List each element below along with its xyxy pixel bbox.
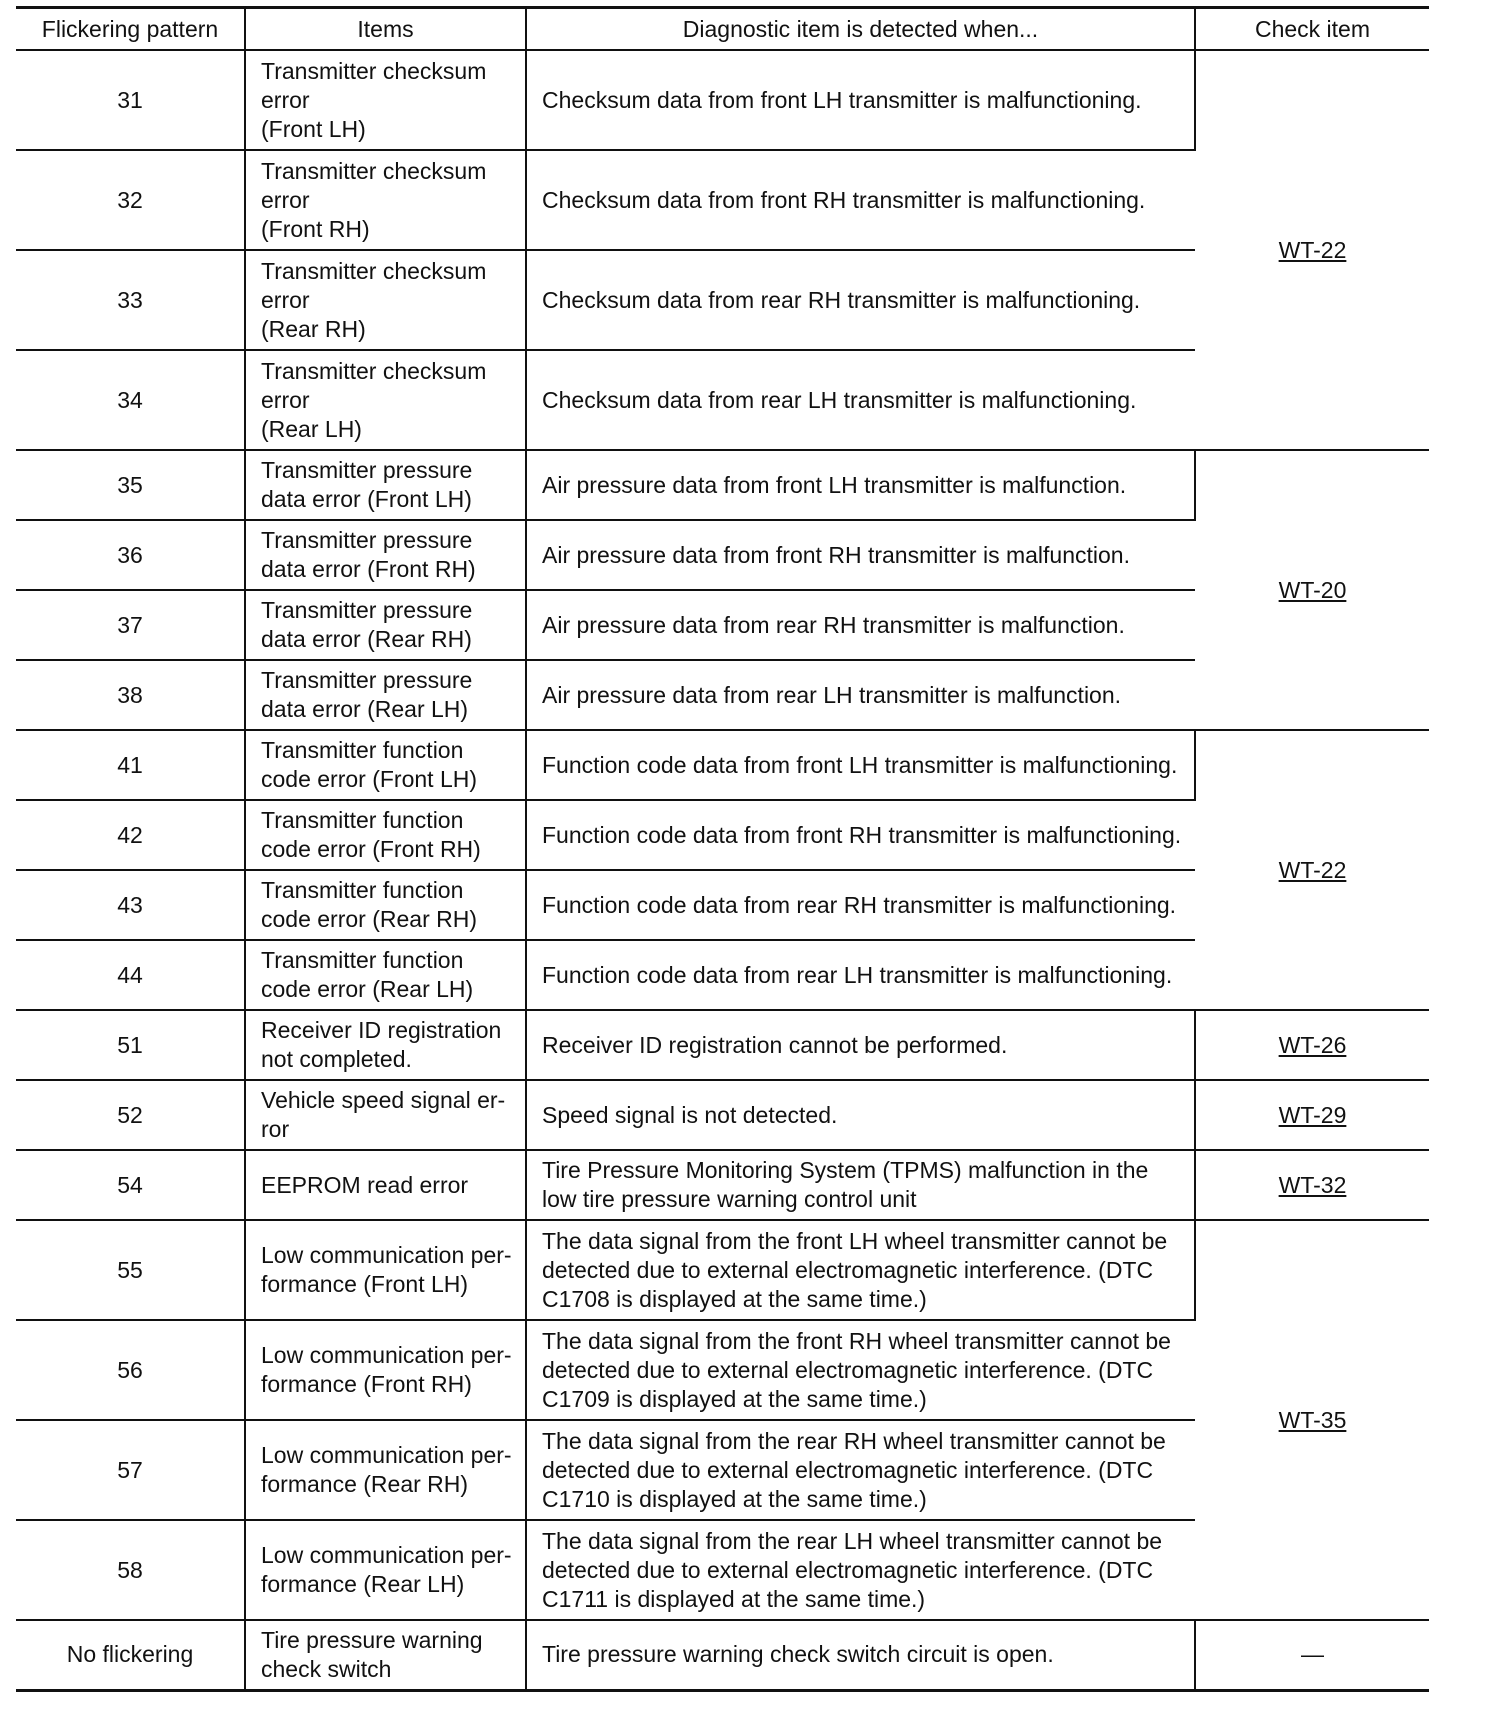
check-item-cell <box>1195 1010 1429 1080</box>
item-text: Receiver ID registration not completed. <box>261 1017 502 1072</box>
check-item-cell <box>1195 1220 1429 1620</box>
pattern-cell: 44 <box>16 940 245 1010</box>
pattern-cell: No flickering <box>16 1620 245 1690</box>
table-row <box>16 1620 1429 1690</box>
item-text: Transmitter checksum error (Front RH) <box>261 157 487 242</box>
item-text: Low communication per- formance (Rear RH) <box>261 1442 512 1497</box>
diagnostic-cell <box>526 590 1195 660</box>
pattern-cell: 33 <box>16 250 245 350</box>
item-cell <box>245 1010 526 1080</box>
diagnostic-cell <box>526 870 1195 940</box>
diagnostic-text: Checksum data from front RH transmitter is malfunctioning. <box>542 186 1146 213</box>
item-cell <box>245 870 526 940</box>
pattern-cell: 52 <box>16 1080 245 1150</box>
item-cell <box>245 660 526 730</box>
header-check-item: Check item <box>1195 8 1429 51</box>
item-cell <box>245 1520 526 1620</box>
header-diagnostic: Diagnostic item is detected when... <box>526 8 1195 51</box>
item-text: Transmitter pressure data error (Rear RH) <box>261 597 473 652</box>
pattern-cell: 56 <box>16 1320 245 1420</box>
diagnostic-text: Function code data from rear RH transmitter is malfunctioning. <box>542 891 1177 918</box>
diagnostic-text: Speed signal is not detected. <box>542 1101 838 1128</box>
diagnostic-text: Air pressure data from front LH transmitter is malfunction. <box>542 471 1127 498</box>
check-item-link[interactable]: WT-29 <box>1278 1101 1347 1128</box>
item-cell <box>245 1150 526 1220</box>
diagnostic-text: Air pressure data from rear LH transmitter is malfunction. <box>542 681 1122 708</box>
diagnostic-cell <box>526 250 1195 350</box>
diagnostic-cell <box>526 350 1195 450</box>
check-item-cell <box>1195 730 1429 1010</box>
item-cell <box>245 450 526 520</box>
diagnostic-cell <box>526 1620 1195 1690</box>
item-text: Transmitter checksum error (Front LH) <box>261 57 487 142</box>
diagnostic-cell <box>526 1220 1195 1320</box>
item-cell <box>245 1420 526 1520</box>
item-text: Low communication per- formance (Rear LH) <box>261 1542 512 1597</box>
check-item-link[interactable]: WT-26 <box>1278 1031 1347 1058</box>
diagnostic-cell <box>526 520 1195 590</box>
item-cell <box>245 1320 526 1420</box>
diagnostic-text: Tire Pressure Monitoring System (TPMS) malfunction in the low tire pressure warning control unit <box>542 1157 1149 1212</box>
item-text: Transmitter checksum error (Rear RH) <box>261 257 487 342</box>
check-item-link[interactable]: WT-22 <box>1278 856 1347 883</box>
item-text: Transmitter function code error (Front RH) <box>261 807 481 862</box>
diagnostic-text: Checksum data from front LH transmitter is malfunctioning. <box>542 86 1142 113</box>
pattern-cell: 57 <box>16 1420 245 1520</box>
diagnosis-table <box>16 6 1429 1692</box>
item-cell <box>245 50 526 150</box>
check-item-dash: — <box>1301 1641 1324 1668</box>
table-row <box>16 1220 1429 1320</box>
diagnostic-cell <box>526 1520 1195 1620</box>
table-row <box>16 1010 1429 1080</box>
check-item-cell <box>1195 1150 1429 1220</box>
pattern-cell: 42 <box>16 800 245 870</box>
pattern-cell: 51 <box>16 1010 245 1080</box>
check-item-link[interactable]: WT-22 <box>1278 236 1347 263</box>
table-row <box>16 1080 1429 1150</box>
diagnostic-text: The data signal from the rear LH wheel transmitter cannot be detected due to external electromagnetic interference. (DTC C1711 is displayed at the same time.) <box>542 1527 1163 1612</box>
item-cell <box>245 250 526 350</box>
item-cell <box>245 730 526 800</box>
diagnostic-cell <box>526 800 1195 870</box>
item-cell <box>245 1220 526 1320</box>
table-row <box>16 50 1429 150</box>
item-text: Transmitter pressure data error (Front LH) <box>261 457 473 512</box>
item-cell <box>245 350 526 450</box>
table-row <box>16 450 1429 520</box>
item-cell <box>245 520 526 590</box>
diagnostic-text: Function code data from front RH transmitter is malfunctioning. <box>542 821 1182 848</box>
item-text: Transmitter pressure data error (Front RH) <box>261 527 476 582</box>
pattern-cell: 55 <box>16 1220 245 1320</box>
item-text: Transmitter checksum error (Rear LH) <box>261 357 487 442</box>
header-items: Items <box>245 8 526 51</box>
diagnostic-cell <box>526 150 1195 250</box>
item-text: Low communication per- formance (Front LH) <box>261 1242 512 1297</box>
pattern-cell: 58 <box>16 1520 245 1620</box>
diagnostic-cell <box>526 1080 1195 1150</box>
diagnostic-text: The data signal from the rear RH wheel transmitter cannot be detected due to external electromagnetic interference. (DTC C1710 is displayed at the same time.) <box>542 1427 1166 1512</box>
item-cell <box>245 1080 526 1150</box>
item-text: Tire pressure warning check switch <box>261 1626 483 1682</box>
table-row <box>16 730 1429 800</box>
diagnostic-cell <box>526 730 1195 800</box>
diagnostic-text: Tire pressure warning check switch circuit is open. <box>542 1641 1054 1668</box>
item-text: Transmitter function code error (Rear LH) <box>261 947 474 1002</box>
pattern-cell: 32 <box>16 150 245 250</box>
diagnostic-cell <box>526 940 1195 1010</box>
check-item-link[interactable]: WT-32 <box>1278 1171 1347 1198</box>
check-item-link[interactable]: WT-35 <box>1278 1406 1347 1433</box>
diagnostic-text: Air pressure data from front RH transmitter is malfunction. <box>542 541 1130 568</box>
diagnostic-cell <box>526 1320 1195 1420</box>
diagnostic-text: Checksum data from rear LH transmitter is malfunctioning. <box>542 386 1137 413</box>
pattern-cell: 31 <box>16 50 245 150</box>
diagnostic-text: Receiver ID registration cannot be performed. <box>542 1031 1008 1058</box>
diagnostic-text: Function code data from front LH transmitter is malfunctioning. <box>542 751 1178 778</box>
pattern-cell: 36 <box>16 520 245 590</box>
item-text: Low communication per- formance (Front RH) <box>261 1342 512 1397</box>
diagnostic-cell <box>526 450 1195 520</box>
item-cell <box>245 940 526 1010</box>
item-text: EEPROM read error <box>261 1171 469 1198</box>
check-item-cell <box>1195 50 1429 450</box>
table-row <box>16 1150 1429 1220</box>
check-item-link[interactable]: WT-20 <box>1278 576 1347 603</box>
diagnostic-text: The data signal from the front RH wheel transmitter cannot be detected due to external electromagnetic interference. (DTC C1709 is displayed at the same time.) <box>542 1327 1171 1412</box>
pattern-cell: 38 <box>16 660 245 730</box>
item-text: Vehicle speed signal er- ror <box>261 1087 506 1142</box>
pattern-cell: 43 <box>16 870 245 940</box>
pattern-cell: 37 <box>16 590 245 660</box>
document-page <box>16 6 1429 1692</box>
item-text: Transmitter pressure data error (Rear LH) <box>261 667 473 722</box>
diagnostic-cell <box>526 1010 1195 1080</box>
item-cell <box>245 1620 526 1690</box>
header-flickering-pattern: Flickering pattern <box>16 8 245 51</box>
check-item-cell <box>1195 450 1429 730</box>
pattern-cell: 54 <box>16 1150 245 1220</box>
diagnostic-cell <box>526 1420 1195 1520</box>
item-cell <box>245 800 526 870</box>
pattern-cell: 41 <box>16 730 245 800</box>
pattern-cell: 35 <box>16 450 245 520</box>
item-cell <box>245 590 526 660</box>
header-row <box>16 8 1429 51</box>
diagnostic-text: Air pressure data from rear RH transmitter is malfunction. <box>542 611 1125 638</box>
diagnostic-text: Function code data from rear LH transmitter is malfunctioning. <box>542 961 1173 988</box>
check-item-cell <box>1195 1080 1429 1150</box>
diagnostic-cell <box>526 1150 1195 1220</box>
item-text: Transmitter function code error (Rear RH) <box>261 877 477 932</box>
diagnostic-cell <box>526 660 1195 730</box>
pattern-cell: 34 <box>16 350 245 450</box>
check-item-cell <box>1195 1620 1429 1690</box>
diagnostic-cell <box>526 50 1195 150</box>
diagnostic-text: The data signal from the front LH wheel transmitter cannot be detected due to external electromagnetic interference. (DTC C1708 is displayed at the same time.) <box>542 1227 1168 1312</box>
diagnostic-text: Checksum data from rear RH transmitter is malfunctioning. <box>542 286 1141 313</box>
item-text: Transmitter function code error (Front LH) <box>261 737 478 792</box>
item-cell <box>245 150 526 250</box>
